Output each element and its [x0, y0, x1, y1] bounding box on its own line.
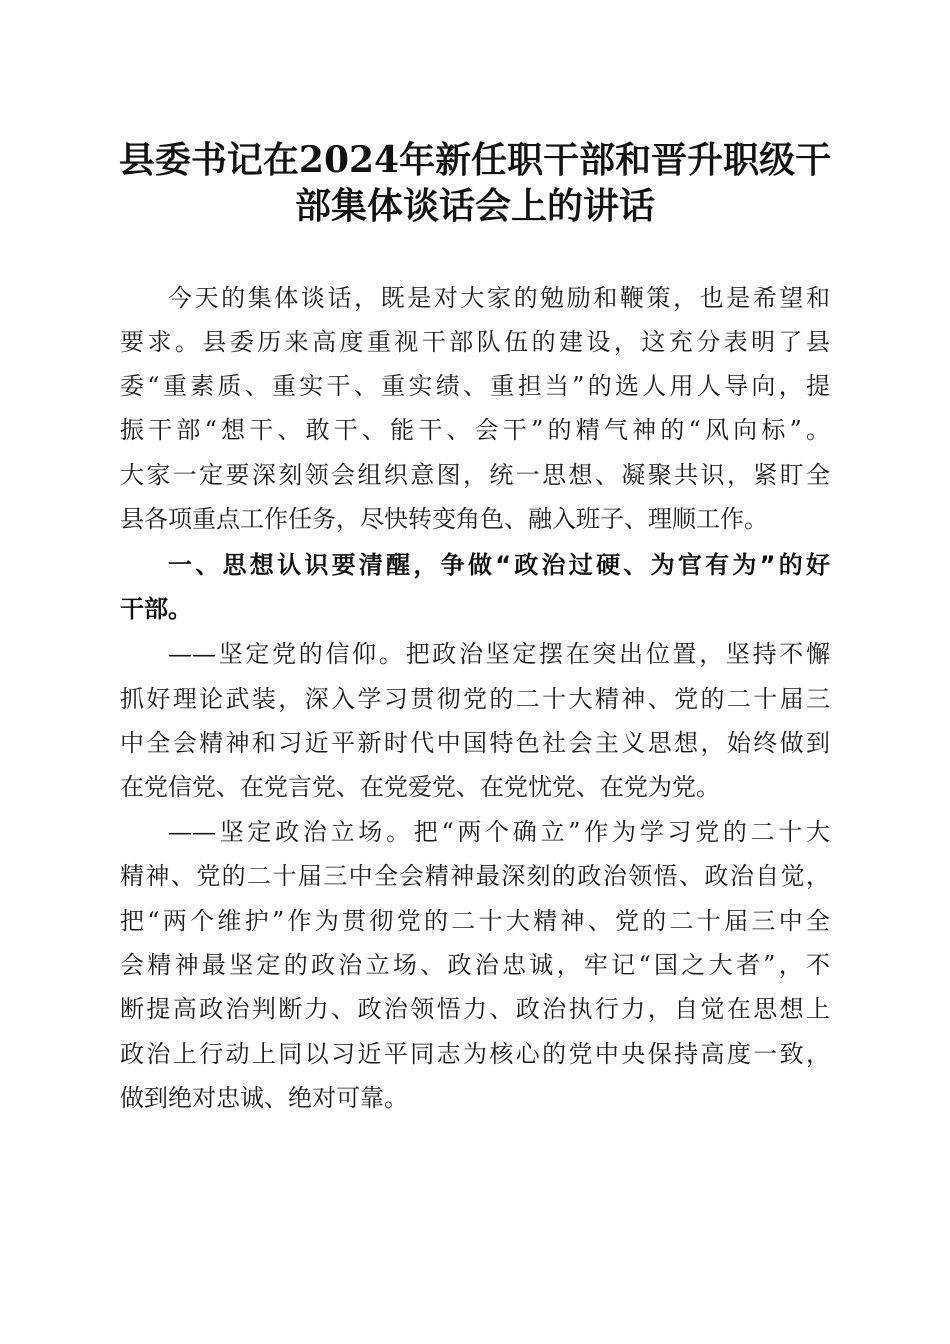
section-heading-1-line-1: 一、思想认识要清醒，争做“政治过硬、为官有为”的好: [168, 551, 830, 579]
paragraph-3-line-3: 把“两个维护”作为贯彻党的二十大精神、党的二十届三中全: [120, 907, 830, 935]
paragraph-1-line-2: 要求。县委历来高度重视干部队伍的建设，这充分表明了县: [120, 328, 830, 356]
paragraph-2-line-3: 中全会精神和习近平新时代中国特色社会主义思想，始终做到: [120, 729, 830, 757]
paragraph-2-line-1: ——坚定党的信仰。把政治坚定摆在突出位置，坚持不懈: [168, 640, 830, 668]
paragraph-2-line-4: 在党信党、在党言党、在党爱党、在党忧党、在党为党。: [120, 773, 720, 801]
paragraph-2-line-2: 抓好理论武装，深入学习贯彻党的二十大精神、党的二十届三: [120, 685, 830, 713]
document-title-line-2: 部集体谈话会上的讲话: [294, 185, 655, 227]
paragraph-3-line-4: 会精神最坚定的政治立场、政治忠诚，牢记“国之大者”，不: [120, 951, 830, 979]
paragraph-1-line-5: 大家一定要深刻领会组织意图，统一思想、凝聚共识，紧盯全: [120, 461, 830, 489]
paragraph-3-line-2: 精神、党的二十届三中全会精神最深刻的政治领悟、政治自觉，: [120, 862, 830, 890]
paragraph-1-line-3: 委“重素质、重实干、重实绩、重担当”的选人用人导向，提: [120, 372, 830, 400]
paragraph-1-line-4: 振干部“想干、敢干、能干、会干”的精气神的“风向标”。: [120, 416, 830, 444]
paragraph-1-line-6: 县各项重点工作任务，尽快转变角色、融入班子、理顺工作。: [120, 505, 768, 533]
paragraph-1-line-1: 今天的集体谈话，既是对大家的勉励和鞭策，也是希望和: [168, 284, 830, 312]
document-title-line-1: 县委书记在2024年新任职干部和晋升职级干: [118, 139, 832, 181]
paragraph-3-line-6: 政治上行动上同以习近平同志为核心的党中央保持高度一致，: [120, 1040, 830, 1068]
paragraph-3-line-7: 做到绝对忠诚、绝对可靠。: [120, 1084, 408, 1112]
paragraph-3-line-5: 断提高政治判断力、政治领悟力、政治执行力，自觉在思想上: [120, 995, 830, 1023]
section-heading-1-line-2: 干部。: [120, 595, 192, 623]
paragraph-3-line-1: ——坚定政治立场。把“两个确立”作为学习党的二十大: [168, 818, 830, 846]
